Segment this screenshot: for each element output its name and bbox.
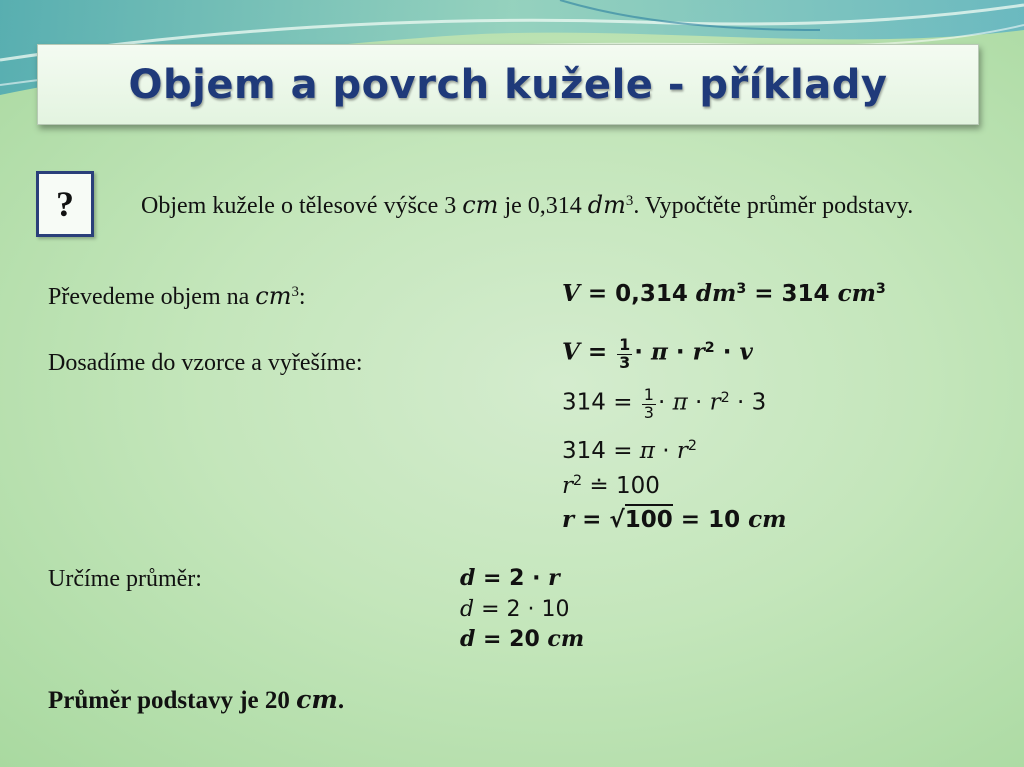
final-answer: Průměr podstavy je 20 cm. bbox=[48, 685, 345, 714]
fraction-one-third: $\frac{1}{3}$ bbox=[619, 335, 631, 372]
step3-label: Určíme průměr: bbox=[48, 566, 202, 592]
question-text: Objem kužele o tělesové výšce 3 cm je 0,314 $dm^3$. Vypočtěte průměr podstavy. bbox=[141, 191, 914, 219]
step2-line4: $r^2$ ≐ 100 bbox=[562, 473, 660, 499]
step3-line3: d = 20 cm bbox=[460, 626, 585, 652]
page-title: Objem a povrch kužele - příklady bbox=[128, 61, 888, 108]
fraction-one-third: $\frac{1}{3}$ bbox=[643, 385, 654, 422]
step2-line2: 314 = $\frac{1}{3}$ · $\pi \cdot r^2 \cdot 3$ bbox=[562, 385, 767, 422]
square-root-symbol: √100 bbox=[609, 509, 672, 532]
step2-label: Dosadíme do vzorce a vyřešíme: bbox=[48, 350, 363, 376]
step2-line3: $314 = \pi \cdot r^2$ bbox=[562, 438, 697, 464]
question-mark-icon: ? bbox=[36, 171, 94, 237]
step3-line2: d = 2 · 10 bbox=[460, 597, 570, 622]
step1-equation: V = 0,314 $dm^3 = 314$ $cm^3$ bbox=[562, 280, 886, 307]
step3-line1: d = 2 · r bbox=[460, 565, 560, 591]
step2-formula: V = $\frac{1}{3}$ · $\pi \cdot r^2 \cdot v$ bbox=[562, 335, 753, 372]
step2-line5: r = √100 = 10 cm bbox=[562, 506, 787, 533]
step1-label: Převedeme objem na $cm^3$: bbox=[48, 282, 306, 310]
title-banner bbox=[37, 44, 979, 125]
